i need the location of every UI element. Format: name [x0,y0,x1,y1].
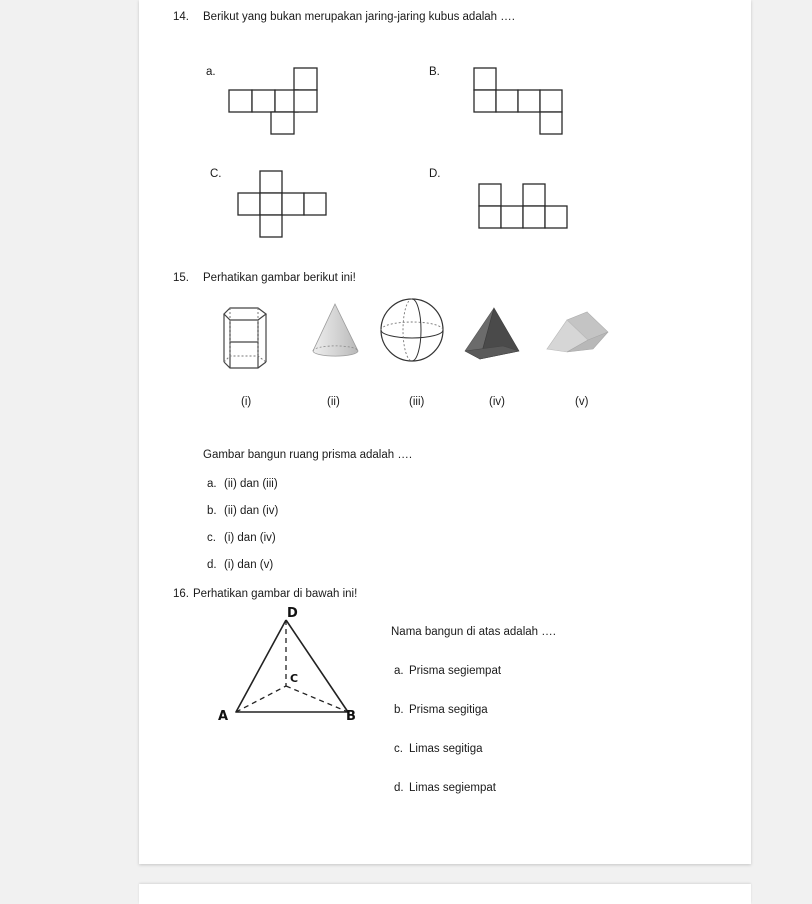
figure-label-iv: (iv) [489,396,505,408]
vertex-label-c: C [290,672,299,685]
q15-option-d-text: (i) dan (v) [224,559,274,571]
q15-option-a-text: (ii) dan (iii) [224,478,278,490]
q15-option-d-letter: d. [207,559,217,571]
vertex-label-a: A [218,709,229,724]
q16-option-d-text: Limas segiempat [409,782,496,794]
q16-question: Nama bangun di atas adalah …. [391,626,556,638]
q14-option-a-letter: a. [206,66,216,78]
q16-option-c-letter: c. [394,743,403,755]
vertex-label-d: D [287,606,298,621]
q15-question: Gambar bangun ruang prisma adalah …. [203,449,413,461]
sphere-icon [378,297,448,365]
vertex-label-b: B [346,709,356,724]
q15-option-c-text: (i) dan (iv) [224,532,276,544]
q14-option-b-letter: B. [429,66,440,78]
q15-option-c-letter: c. [207,532,216,544]
triangular-pyramid-diagram [207,602,365,726]
q14-option-c-letter: C. [210,168,222,180]
q16-option-a-letter: a. [394,665,404,677]
figure-label-ii: (ii) [327,396,340,408]
cube-net-d-icon [476,181,570,233]
figure-label-i: (i) [241,396,252,408]
q14-option-d-letter: D. [429,168,441,180]
q14-text: Berikut yang bukan merupakan jaring-jaring kubus adalah …. [203,11,515,23]
q15-option-b-text: (ii) dan (iv) [224,505,279,517]
q15-option-b-letter: b. [207,505,217,517]
q16-option-a-text: Prisma segiempat [409,665,502,677]
figure-label-iii: (iii) [409,396,425,408]
cube-net-a-icon [225,66,321,136]
triangular-prism-icon [545,308,611,356]
q16-number: 16. [173,588,189,600]
q15-number: 15. [173,272,189,284]
figure-label-v: (v) [575,396,589,408]
q15-text: Perhatikan gambar berikut ini! [203,272,356,284]
q16-option-d-letter: d. [394,782,404,794]
q16-option-c-text: Limas segitiga [409,743,483,755]
cone-icon [311,301,361,361]
pyramid-icon [463,306,523,362]
next-page [139,884,751,904]
cube-net-c-icon [235,169,331,241]
q14-number: 14. [173,11,189,23]
cube-net-b-icon [471,66,565,140]
q16-option-b-text: Prisma segitiga [409,704,488,716]
q16-option-b-letter: b. [394,704,404,716]
q16-text: Perhatikan gambar di bawah ini! [193,588,358,600]
hexagonal-prism-icon [222,304,270,372]
q15-option-a-letter: a. [207,478,217,490]
